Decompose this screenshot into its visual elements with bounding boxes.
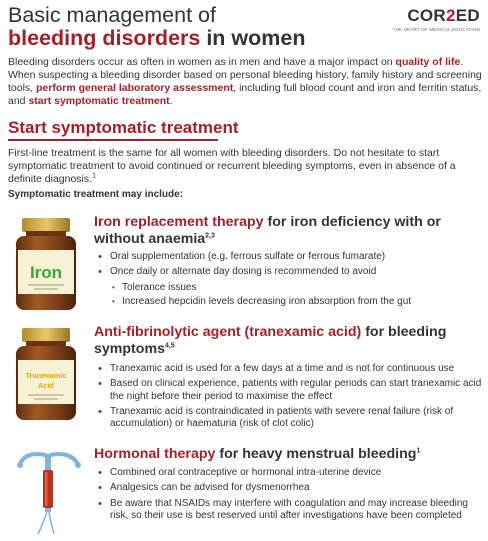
intro-highlight-2: perform general laboratory assessment bbox=[36, 82, 234, 94]
list-item: • Once daily or alternate day dosing is recommended to avoid bbox=[96, 266, 482, 278]
tranexamic-title-ref: 4,5 bbox=[164, 342, 175, 350]
iud-icon bbox=[14, 446, 84, 541]
section-heading: Start symptomatic treatment bbox=[8, 118, 239, 137]
logo-cor: COR bbox=[407, 6, 447, 25]
list-item: • Combined oral contraceptive or hormonal intra-uterine device bbox=[96, 467, 482, 479]
hormonal-title-rest: for heavy menstrual bleeding bbox=[215, 446, 417, 462]
page-title bbox=[8, 4, 305, 50]
hormonal-bullet-list bbox=[96, 467, 482, 525]
intro-text-1: Bleeding disorders occur as often in women as in men and have a major impact on bbox=[8, 56, 396, 68]
section-lead bbox=[8, 147, 483, 186]
list-item: • Oral supplementation (e.g. ferrous sulfate or ferrous fumarate) bbox=[96, 251, 482, 263]
cor2ed-logo bbox=[393, 6, 480, 32]
hormonal-title-ref: 1 bbox=[416, 447, 421, 455]
logo-2: 2 bbox=[446, 6, 456, 25]
tranexamic-title-highlight: Anti-fibrinolytic agent (tranexamic acid) bbox=[94, 324, 362, 340]
iron-card-title bbox=[94, 214, 480, 248]
iron-title-ref: 2,3 bbox=[205, 232, 215, 240]
hormonal-card-title bbox=[94, 446, 480, 463]
title-rest: in women bbox=[200, 26, 306, 50]
iron-title-highlight: Iron replacement therapy bbox=[94, 214, 264, 230]
list-item: • Be aware that NSAIDs may interfere with coagulation and may increase bleeding risk, so their use is best reserved until after investigations have been completed bbox=[96, 498, 482, 523]
intro-highlight-1: quality of life bbox=[395, 56, 461, 68]
tranexamic-card-title bbox=[94, 324, 480, 358]
intro-text-2: . When suspecting a bleeding disorder based on personal bleeding history, family history and screening tools, bbox=[8, 56, 482, 94]
tranexamic-jar-icon bbox=[8, 326, 84, 429]
list-item: • Tranexamic acid is contraindicated in patients with severe renal failure (risk of accumulation) or haematuria (risk of clot colic) bbox=[96, 406, 482, 431]
iron-jar-icon bbox=[8, 216, 84, 319]
iron-bullet-list bbox=[96, 251, 482, 310]
list-item: • Tranexamic acid is used for a few days at a time and is not for continuous use bbox=[96, 363, 482, 375]
section-underline bbox=[8, 139, 218, 141]
lead-text: First-line treatment is the same for all women with bleeding disorders. Do not hesitate to start symptomatic treatment to avoid continued or recurrent bleeding symptoms, even in absence of a definite diagnosis. bbox=[8, 147, 456, 185]
iron-jar-label: Iron bbox=[29, 263, 63, 282]
tranexamic-jar-label-2: Acid bbox=[37, 381, 55, 390]
lead-ref: 1 bbox=[92, 172, 96, 180]
title-line-2 bbox=[8, 27, 305, 50]
intro-text-4: . bbox=[169, 95, 173, 107]
hormonal-title-highlight: Hormonal therapy bbox=[94, 446, 216, 462]
logo-tagline: THE HEART OF MEDICAL EDUCATION bbox=[392, 27, 480, 32]
title-highlight: bleeding disorders bbox=[8, 26, 201, 50]
intro-highlight-3: start symptomatic treatment bbox=[28, 95, 170, 107]
tranexamic-bullet-list bbox=[96, 363, 482, 433]
tranexamic-jar-label-1: Tranexamic bbox=[25, 371, 67, 380]
intro-paragraph bbox=[8, 56, 483, 108]
list-item: • Increased hepcidin levels decreasing iron absorption from the gut bbox=[96, 296, 482, 308]
section-subheading: Symptomatic treatment may include: bbox=[8, 189, 184, 200]
list-item: • Based on clinical experience, patients with regular periods can start tranexamic acid the night before their period to maximise the effect bbox=[96, 378, 482, 403]
list-item: • Analgesics can be advised for dysmenorrhea bbox=[96, 482, 482, 494]
title-line-1: Basic management of bbox=[8, 3, 216, 27]
tranexamic-title-rest: for bleeding symptoms bbox=[94, 324, 447, 357]
list-item: • Tolerance issues bbox=[96, 282, 482, 294]
iron-title-rest: for iron deficiency with or without anaemia bbox=[94, 214, 441, 247]
logo-ed: ED bbox=[455, 6, 480, 25]
intro-text-3: , including full blood count and iron and ferritin status, and bbox=[8, 82, 482, 107]
